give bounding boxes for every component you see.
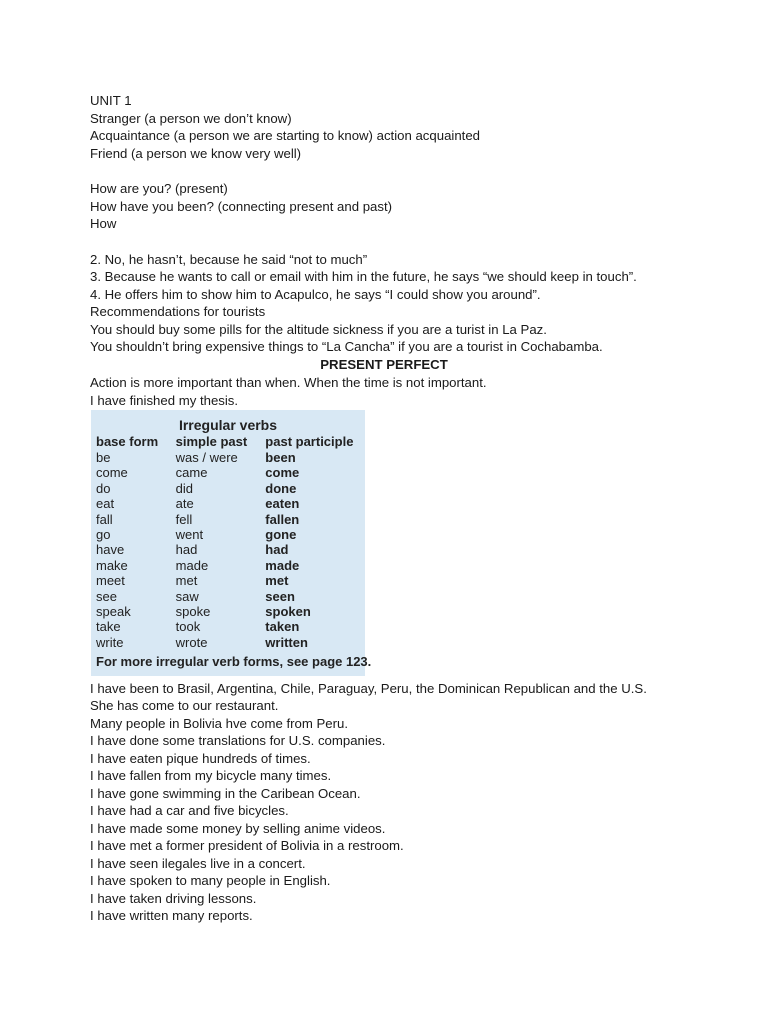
section-label: Recommendations for tourists: [90, 304, 266, 319]
past-participle: been: [265, 450, 296, 465]
table-row: [96, 481, 365, 496]
table-row: [96, 619, 365, 634]
verbs-table: [96, 434, 365, 650]
table-row: [96, 465, 365, 480]
base-form: see: [96, 588, 117, 604]
simple-past: came: [175, 465, 208, 481]
text-line: I have finished my thesis.: [90, 393, 239, 408]
text-line: Stranger (a person we don’t know): [90, 111, 292, 126]
past-participle: met: [265, 573, 289, 589]
column-header: simple past: [175, 434, 248, 449]
text-line: How are you? (present): [90, 181, 228, 196]
table-row: [96, 512, 365, 527]
table-row: [96, 573, 365, 588]
text-line: You shouldn’t bring expensive things to “La Cancha” if you are a tourist in Cochabamba.: [90, 339, 603, 354]
section-heading: PRESENT PERFECT: [320, 357, 448, 372]
past-participle: written: [265, 634, 308, 650]
example-sentence: I have seen ilegales live in a concert.: [90, 856, 306, 871]
example-sentence: I have spoken to many people in English.: [90, 873, 331, 888]
past-participle: eaten: [265, 496, 300, 512]
example-sentence: I have met a former president of Bolivia in a restroom.: [90, 838, 404, 853]
text-line: Friend (a person we know very well): [90, 146, 302, 161]
table-footnote: For more irregular verb forms, see page 123.: [96, 654, 372, 669]
table-row: [96, 635, 365, 650]
base-form: be: [96, 450, 111, 465]
column-header: base form: [96, 434, 159, 449]
past-participle: come: [265, 465, 300, 481]
base-form: meet: [96, 573, 125, 589]
example-sentence: Many people in Bolivia hve come from Peru.: [90, 716, 349, 731]
past-participle: spoken: [265, 604, 311, 620]
text-line: How have you been? (connecting present and past): [90, 199, 393, 214]
column-header: past participle: [265, 434, 354, 449]
unit-title: UNIT 1: [90, 93, 132, 108]
past-participle: had: [265, 542, 289, 558]
example-sentence: I have written many reports.: [90, 908, 253, 923]
simple-past: had: [175, 542, 198, 558]
table-row: [96, 558, 365, 573]
base-form: write: [96, 634, 124, 650]
table-row: [96, 604, 365, 619]
text-line: How: [90, 216, 117, 231]
text-line: Action is more important than when. When the time is not important.: [90, 375, 487, 390]
text-line: Acquaintance (a person we are starting to know) action acquainted: [90, 128, 480, 143]
example-sentence: I have done some translations for U.S. companies.: [90, 733, 386, 748]
base-form: have: [96, 542, 125, 558]
past-participle: fallen: [265, 511, 300, 527]
example-sentence: I have taken driving lessons.: [90, 891, 257, 906]
base-form: make: [96, 557, 128, 573]
past-participle: seen: [265, 588, 295, 604]
example-sentence: I have eaten pique hundreds of times.: [90, 751, 311, 766]
simple-past: fell: [175, 511, 193, 527]
past-participle: done: [265, 480, 297, 496]
simple-past: wrote: [175, 634, 208, 650]
base-form: come: [96, 465, 128, 481]
base-form: do: [96, 480, 111, 496]
simple-past: went: [175, 527, 204, 543]
simple-past: spoke: [175, 604, 211, 620]
simple-past: was / were: [175, 450, 238, 465]
past-participle: made: [265, 557, 300, 573]
base-form: fall: [96, 511, 113, 527]
text-line: You should buy some pills for the altitude sickness if you are a turist in La Paz.: [90, 322, 547, 337]
answer-line: 3. Because he wants to call or email with him in the future, he says “we should keep in touch”.: [90, 269, 637, 284]
answer-line: 2. No, he hasn’t, because he said “not to much”: [90, 252, 368, 267]
example-sentence: I have fallen from my bicycle many times.: [90, 768, 332, 783]
table-row: [96, 450, 365, 465]
simple-past: met: [175, 573, 198, 589]
example-sentence: I have made some money by selling anime videos.: [90, 821, 386, 836]
base-form: speak: [96, 604, 131, 620]
simple-past: ate: [175, 496, 194, 512]
example-sentence: I have had a car and five bicycles.: [90, 803, 289, 818]
past-participle: gone: [265, 527, 297, 543]
irregular-verbs-table: [91, 410, 372, 676]
base-form: go: [96, 527, 111, 543]
base-form: eat: [96, 496, 115, 512]
answer-line: 4. He offers him to show him to Acapulco, he says “I could show you around”.: [90, 287, 541, 302]
past-participle: taken: [265, 619, 300, 635]
example-sentence: I have gone swimming in the Caribean Ocean.: [90, 786, 361, 801]
table-row: [96, 496, 365, 511]
base-form: take: [96, 619, 121, 635]
table-header-row: [96, 434, 365, 450]
example-sentence: I have been to Brasil, Argentina, Chile, Paraguay, Peru, the Dominican Republican and the U.S.: [90, 681, 647, 696]
simple-past: made: [175, 557, 209, 573]
table-row: [96, 589, 365, 604]
simple-past: did: [175, 480, 194, 496]
simple-past: took: [175, 619, 201, 635]
example-sentence: She has come to our restaurant.: [90, 698, 279, 713]
table-row: [96, 527, 365, 542]
simple-past: saw: [175, 588, 199, 604]
table-title: Irregular verbs: [178, 417, 278, 433]
table-row: [96, 542, 365, 557]
